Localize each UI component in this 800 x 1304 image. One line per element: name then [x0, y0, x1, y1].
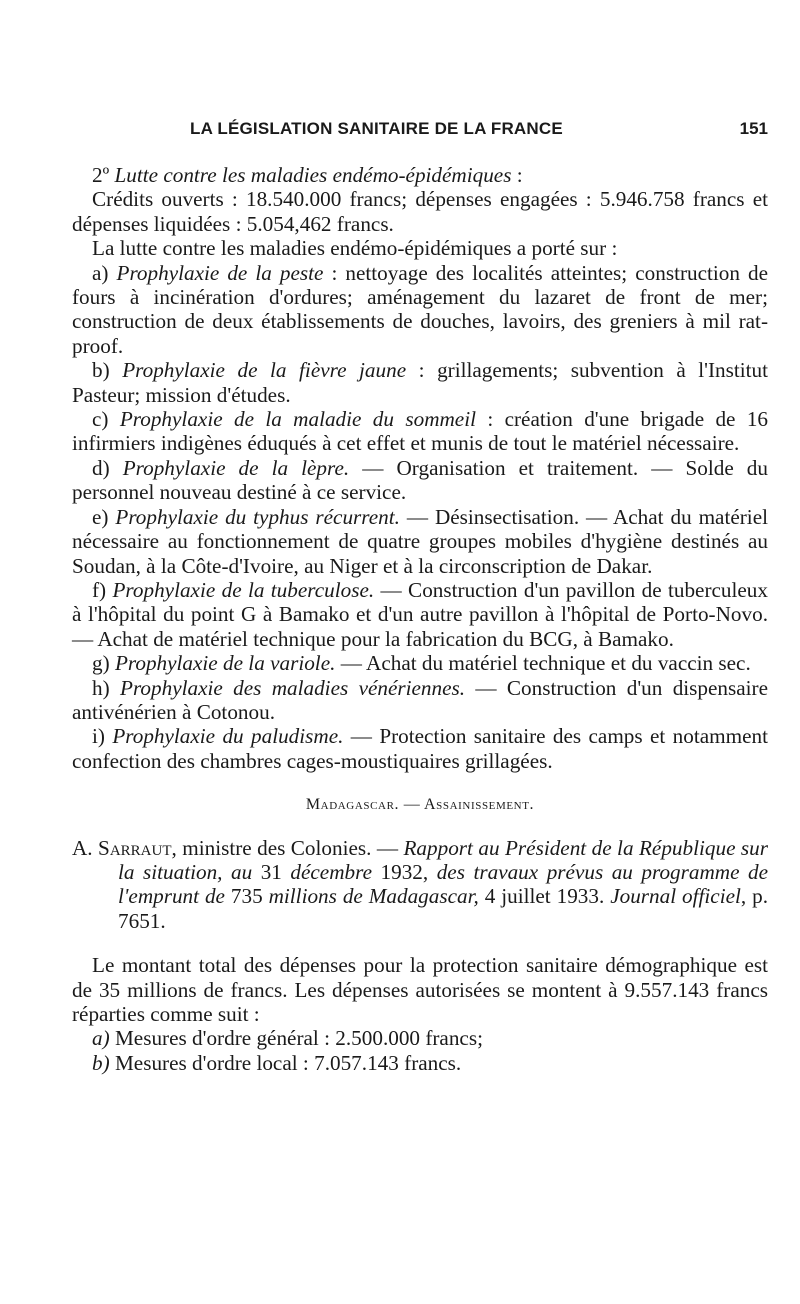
item-text: Mesures d'ordre local : 7.057.143 francs. — [109, 1050, 462, 1075]
ref-page: , p. 7651. — [118, 884, 768, 933]
running-title: LA LÉGISLATION SANITAIRE DE LA FRANCE — [190, 119, 563, 138]
budget-paragraph: Le montant total des dépenses pour la protection sanitaire démographique est de 35 millions de francs. Les dépenses autorisées se montent à 9.557.143 francs réparties comme suit : — [72, 953, 768, 1026]
item-title: Prophylaxie du paludisme. — [112, 724, 344, 749]
list-item — [72, 724, 768, 773]
list-item — [72, 651, 768, 675]
page-header — [72, 119, 768, 145]
item-text: — Construction d'un dispensaire antivénérien à Cotonou. — [72, 675, 769, 724]
item-text: : grillagements; subvention à l'Institut Pasteur; mission d'études. — [72, 358, 769, 407]
item-title: Prophylaxie de la tuberculose. — [112, 577, 375, 602]
item-letter: g) — [92, 651, 110, 676]
ref-month: décembre — [290, 859, 372, 884]
item-title: Prophylaxie des maladies vénériennes. — [120, 675, 466, 700]
item-title: Prophylaxie du typhus récurrent. — [115, 504, 400, 529]
section-title-colon: : — [511, 163, 523, 187]
item-text: — Construction d'un pavillon de tuberculeux à l'hôpital du point G à Bamako et d'un autre pavillon à l'hôpital de Porto-Novo. — Achat de matériel technique pour la fabrication du BCG, à Bamako. — [72, 577, 768, 651]
list-item — [72, 407, 768, 456]
item-letter: a) — [92, 260, 109, 285]
list-item — [72, 676, 768, 725]
ref-pub-date: 4 juillet 1933. — [478, 884, 611, 909]
list-item — [72, 1026, 768, 1050]
list-item — [72, 456, 768, 505]
ref-year: 1932, — [371, 859, 437, 884]
list-item — [72, 505, 768, 578]
ref-journal: Journal officiel — [610, 884, 741, 909]
section-title: Lutte contre les maladies endémo-épidémiques — [114, 163, 512, 187]
item-title: Prophylaxie de la fièvre jaune — [122, 358, 407, 383]
list-item — [72, 1051, 768, 1075]
item-letter: d) — [92, 455, 110, 480]
item-letter: e) — [92, 504, 109, 529]
list-item — [72, 578, 768, 651]
item-letter: c) — [92, 407, 109, 432]
ref-title-end: millions de Madagascar, — [268, 884, 479, 909]
item-title: Prophylaxie de la peste — [116, 260, 324, 285]
item-text: — Protection sanitaire des camps et notamment confection des chambres cages-moustiquaires grillagées. — [72, 724, 768, 773]
item-text: — Achat du matériel technique et du vaccin sec. — [335, 651, 751, 676]
ref-author: A. Sarraut — [72, 835, 172, 860]
item-letter: f) — [92, 577, 107, 602]
item-title: Prophylaxie de la variole. — [114, 651, 336, 676]
item-letter: i) — [92, 724, 105, 749]
page-number: 151 — [739, 119, 768, 138]
ref-amount: 735 — [224, 884, 269, 909]
ref-role: , ministre des Colonies. — — [171, 835, 404, 860]
list-item — [72, 358, 768, 407]
item-letter: a) — [92, 1026, 110, 1051]
bibliographic-reference — [72, 836, 768, 934]
item-text: : création d'une brigade de 16 infirmiers indigènes éduqués à cet effet et munis de tout le matériel nécessaire. — [72, 407, 769, 456]
item-letter: b) — [92, 1050, 110, 1075]
item-title: Prophylaxie de la lèpre. — [122, 455, 350, 480]
section-number: 2º — [92, 163, 110, 187]
ref-date-num: 31 — [252, 859, 291, 884]
intro-paragraph: La lutte contre les maladies endémo-épidémiques a porté sur : — [92, 236, 618, 261]
credits-paragraph: Crédits ouverts : 18.540.000 francs; dépenses engagées : 5.946.758 francs et dépenses liquidées : 5.054,462 francs. — [72, 187, 768, 236]
item-text: : nettoyage des localités atteintes; construction de fours à incinération d'ordures; aménagement du lazaret de front de mer; construction de deux établissements de douches, lavoirs, des greniers à mil rat-proof. — [72, 260, 769, 358]
item-title: Prophylaxie de la maladie du sommeil — [119, 407, 476, 432]
item-text: — Désinsectisation. — Achat du matériel nécessaire au fonctionnement de quatre groupes mobiles d'hygiène destinés au Soudan, à la Côte-d'Ivoire, au Niger et à la circonscription de Dakar. — [72, 504, 768, 578]
page-body — [72, 163, 768, 1075]
section-heading — [72, 163, 768, 187]
list-item — [72, 261, 768, 359]
ref-title-cont: des travaux prévus au programme de l'emprunt de — [118, 859, 769, 909]
madagascar-heading: Madagascar. — Assainissement. — [305, 796, 535, 814]
item-letter: h) — [92, 675, 110, 700]
item-text: — Organisation et traitement. — Solde du personnel nouveau destiné à ce service. — [72, 455, 768, 505]
item-letter: b) — [92, 358, 110, 383]
ref-title: Rapport au Président de la République sur la situation, au — [118, 835, 768, 884]
item-text: Mesures d'ordre général : 2.500.000 francs; — [109, 1026, 483, 1051]
